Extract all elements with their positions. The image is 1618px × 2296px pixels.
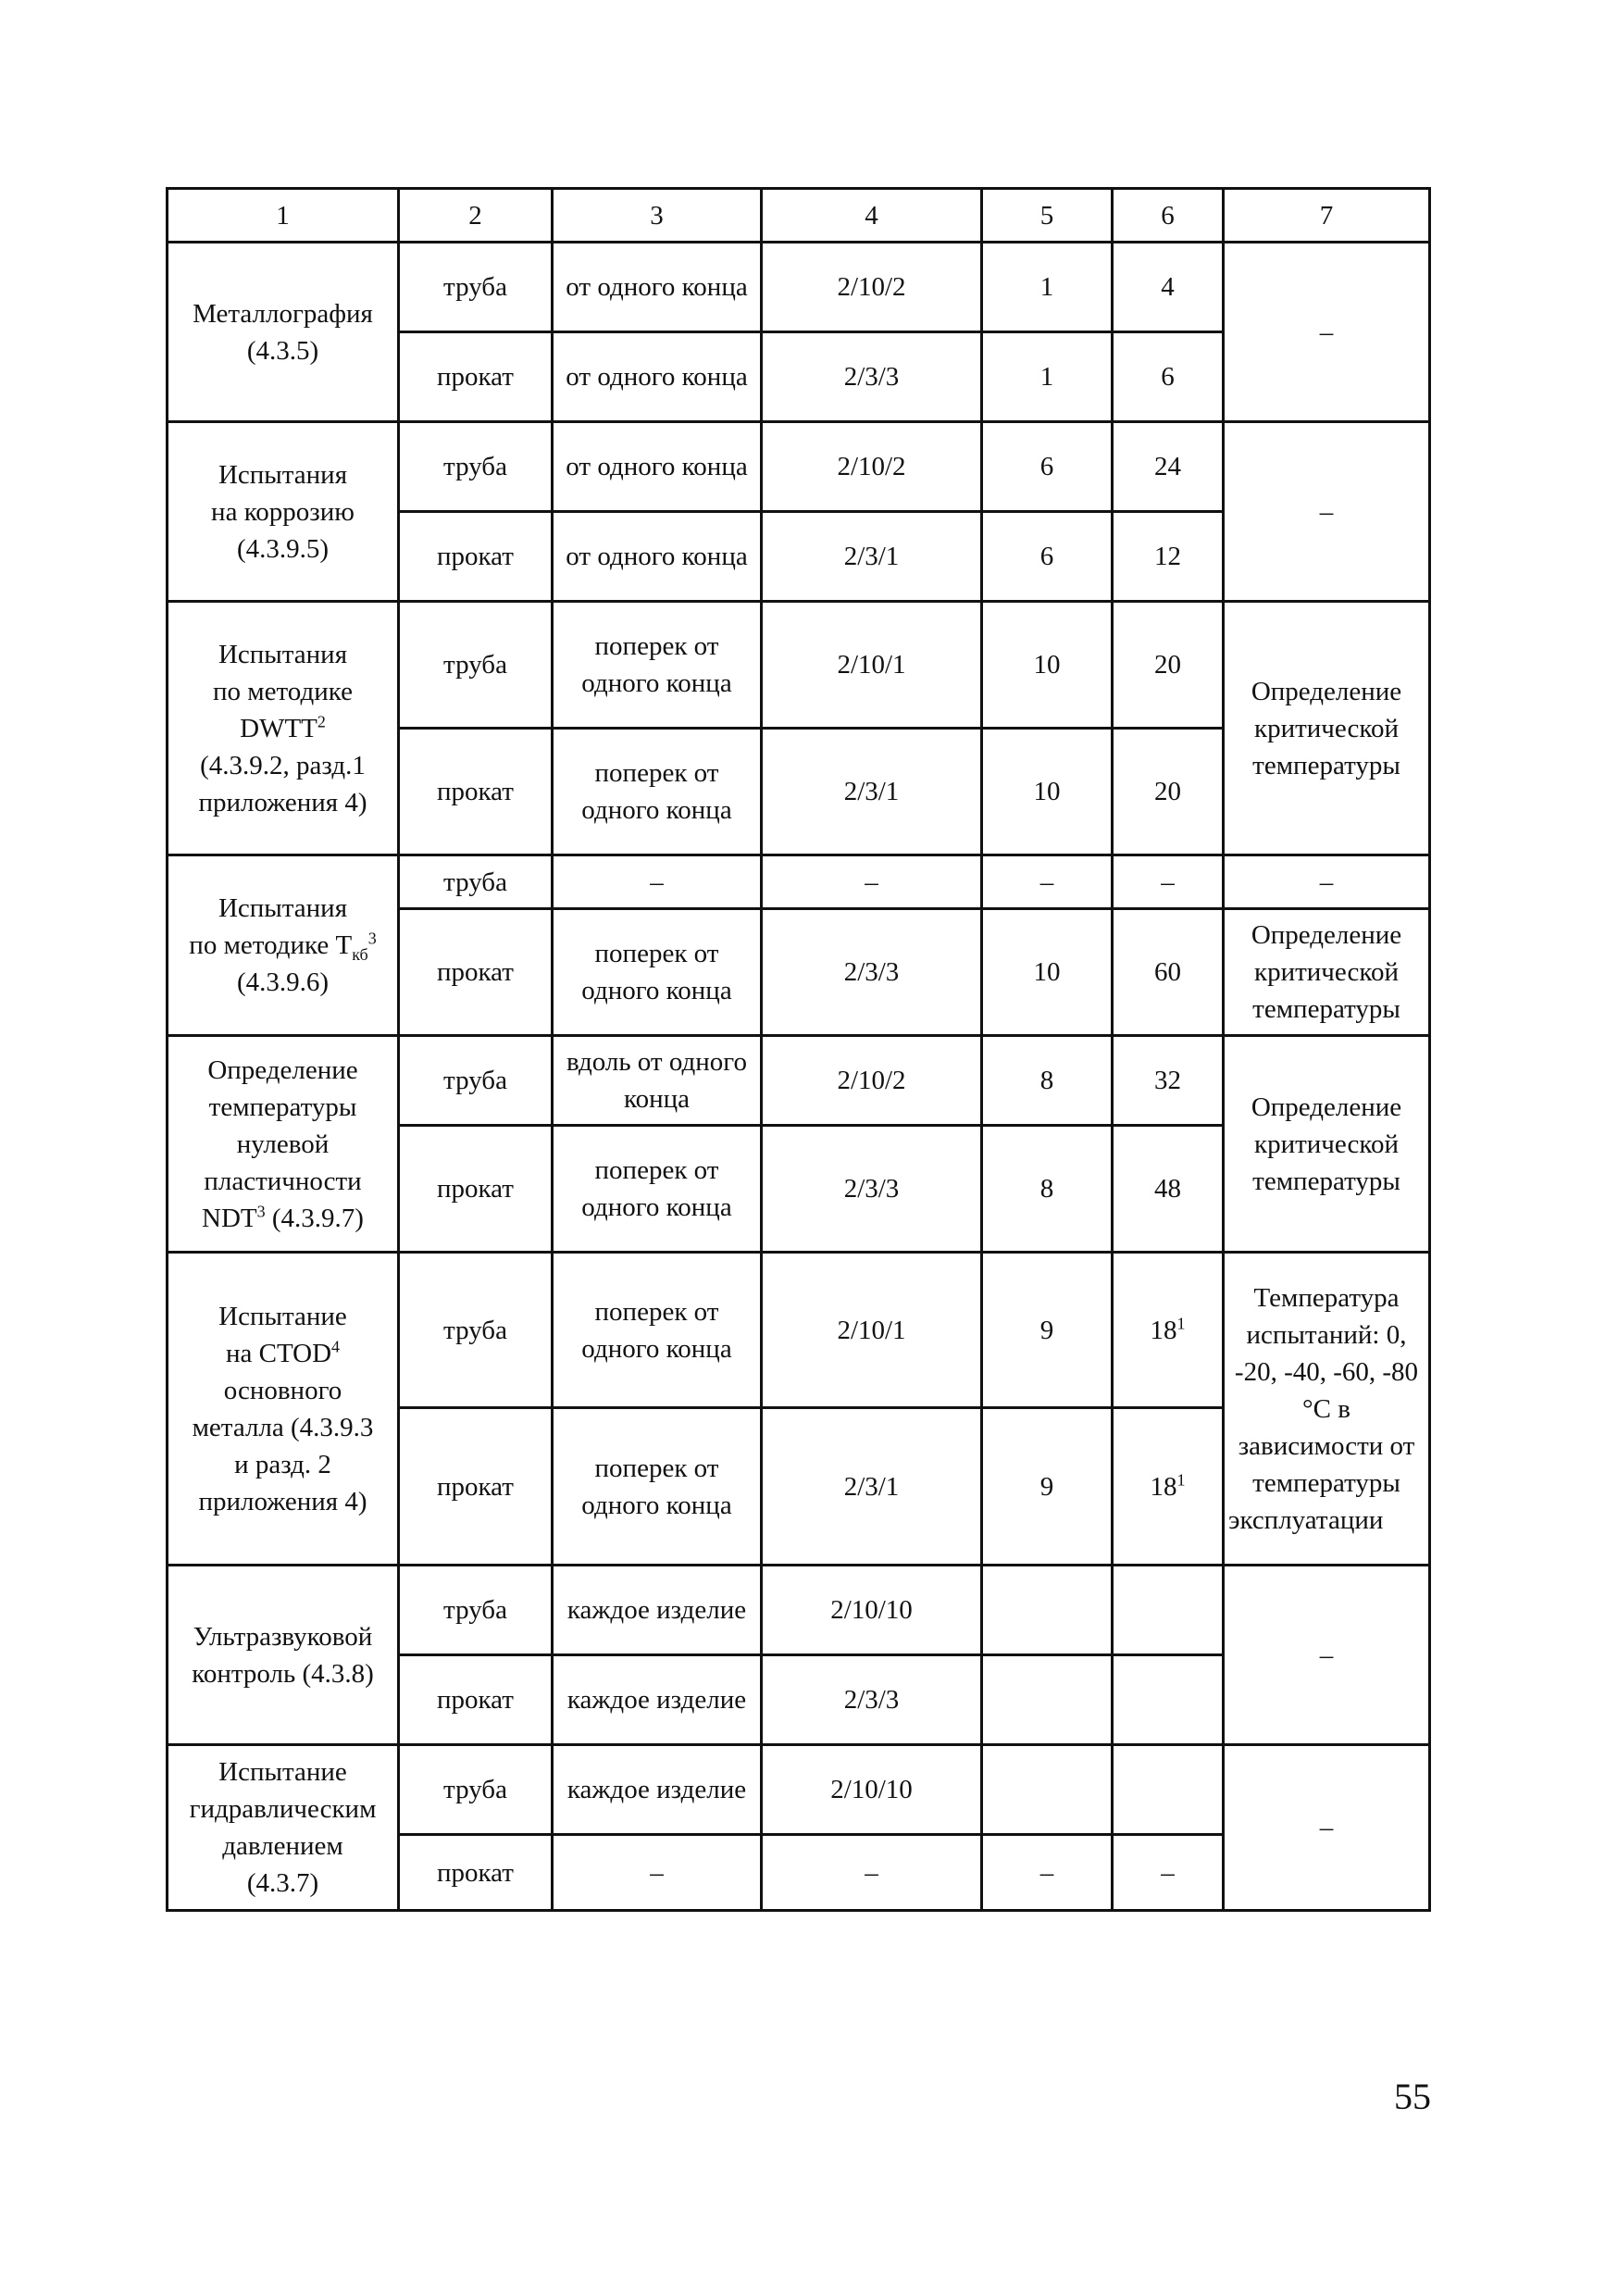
name-line: давлением [222,1831,343,1861]
ratio-cell: 2/10/1 [762,602,982,729]
name-line: гидравлическим [189,1794,377,1824]
count-cell: 9 [982,1253,1113,1408]
count-cell [982,1745,1113,1835]
test-name-cell [168,1036,399,1253]
count-cell: 10 [982,729,1113,855]
name-line: основного [223,1375,342,1405]
page-number: 55 [1394,2076,1431,2117]
sampling-cell: – [553,855,762,909]
test-name-cell [168,855,399,1036]
product-cell: труба [399,1253,553,1408]
footnote-mark: 3 [256,1201,266,1220]
note-cell: Определение критической температуры [1224,909,1430,1036]
sampling-cell: поперек от одного конца [553,1253,762,1408]
name-line: на коррозию [211,496,355,527]
sampling-cell: поперек от одного конца [553,909,762,1036]
ratio-cell: 2/3/3 [762,332,982,422]
sampling-cell: поперек от одного конца [553,729,762,855]
name-line: металла (4.3.9.3 [192,1412,374,1442]
product-cell: прокат [399,1126,553,1253]
test-name-cell: Ультразвуковой контроль (4.3.8) [168,1566,399,1745]
total-value: 18 [1150,1471,1177,1502]
header-cell: 7 [1224,189,1430,243]
note-cell: – [1224,1566,1430,1745]
total-cell: – [1113,855,1224,909]
ratio-cell: 2/3/3 [762,1126,982,1253]
total-cell [1113,1566,1224,1655]
ratio-cell: 2/3/3 [762,909,982,1036]
total-cell: – [1113,1835,1224,1911]
table-row [168,855,1430,909]
total-value: 18 [1150,1315,1177,1345]
count-cell [982,1655,1113,1745]
ratio-cell: 2/10/2 [762,422,982,512]
ratio-cell: 2/10/1 [762,1253,982,1408]
table-row [168,1566,1430,1655]
product-cell: труба [399,243,553,332]
product-cell: прокат [399,512,553,602]
name-line: по методике [213,676,353,706]
table-row [168,602,1430,729]
name-line: (4.3.9.2, разд.1 [200,750,366,780]
name-line: приложения 4) [198,787,367,817]
note-cell: Температура испытаний: 0, -20, -40, -60, -80 °С в зависимости от температуры эксплуатации [1224,1253,1430,1566]
test-name-cell: Металлография (4.3.5) [168,243,399,422]
product-cell: труба [399,602,553,729]
total-cell: 4 [1113,243,1224,332]
footnote-mark: 2 [317,711,326,730]
sampling-cell: от одного конца [553,243,762,332]
count-cell: 6 [982,512,1113,602]
sampling-cell: – [553,1835,762,1911]
total-cell [1113,1745,1224,1835]
test-name-cell [168,1745,399,1911]
footnote-mark: 1 [1176,1313,1186,1332]
name-line: NDT [202,1203,257,1233]
product-cell: труба [399,1566,553,1655]
table-row [168,1745,1430,1835]
count-cell: 8 [982,1126,1113,1253]
product-cell: прокат [399,729,553,855]
name-line: (4.3.9.6) [236,967,330,997]
count-cell: 6 [982,422,1113,512]
header-row [168,189,1430,243]
name-line: DWTT [240,713,317,743]
ratio-cell: 2/10/2 [762,1036,982,1126]
name-line: (4.3.9.7) [265,1203,364,1233]
total-cell: 32 [1113,1036,1224,1126]
header-cell: 4 [762,189,982,243]
ratio-cell: 2/3/1 [762,512,982,602]
header-cell: 1 [168,189,399,243]
ratio-cell: 2/3/1 [762,729,982,855]
count-cell: – [982,855,1113,909]
name-line: пластичности [204,1166,362,1196]
table-row [168,243,1430,332]
table-row [168,422,1430,512]
total-cell: 48 [1113,1126,1224,1253]
name-line: по методике T [189,930,353,960]
product-cell: труба [399,422,553,512]
requirements-table [166,187,1431,1912]
sampling-cell: от одного конца [553,332,762,422]
total-cell: 20 [1113,602,1224,729]
name-line: на CTOD [225,1338,332,1368]
count-cell: – [982,1835,1113,1911]
name-line: Испытание [218,1301,347,1331]
product-cell: труба [399,1036,553,1126]
ratio-cell: – [762,855,982,909]
product-cell: прокат [399,1835,553,1911]
sampling-cell: от одного конца [553,422,762,512]
name-line: нулевой [236,1129,330,1159]
total-cell: 12 [1113,512,1224,602]
count-cell: 9 [982,1408,1113,1566]
product-cell: прокат [399,1655,553,1745]
header-cell: 3 [553,189,762,243]
name-line: (4.3.9.5) [236,533,330,564]
ratio-cell: 2/10/10 [762,1566,982,1655]
name-line: (4.3.7) [246,1868,319,1898]
sampling-cell: вдоль от одного конца [553,1036,762,1126]
sampling-cell: от одного конца [553,512,762,602]
sampling-cell: каждое изделие [553,1655,762,1745]
count-cell [982,1566,1113,1655]
footnote-mark: 4 [331,1336,341,1355]
test-name-cell [168,1253,399,1566]
total-cell: 20 [1113,729,1224,855]
test-name-cell [168,602,399,855]
count-cell: 1 [982,243,1113,332]
footnote-mark: 1 [1176,1469,1186,1489]
product-cell: прокат [399,909,553,1036]
note-cell: Определение критической температуры [1224,602,1430,855]
name-line: температуры [208,1092,357,1122]
product-cell: прокат [399,1408,553,1566]
total-cell [1113,1253,1224,1408]
count-cell: 1 [982,332,1113,422]
note-cell: Определение критической температуры [1224,1036,1430,1253]
note-cell: – [1224,855,1430,909]
header-cell: 2 [399,189,553,243]
total-cell [1113,1655,1224,1745]
total-cell: 24 [1113,422,1224,512]
total-cell: 60 [1113,909,1224,1036]
ratio-cell: 2/3/1 [762,1408,982,1566]
name-line: Определение [207,1054,358,1085]
table-row [168,1036,1430,1126]
table-row [168,1253,1430,1408]
header-cell: 5 [982,189,1113,243]
note-cell: – [1224,1745,1430,1911]
name-line: приложения 4) [198,1486,367,1516]
count-cell: 8 [982,1036,1113,1126]
sampling-cell: поперек от одного конца [553,602,762,729]
subscript: кб [352,944,368,964]
sampling-cell: поперек от одного конца [553,1408,762,1566]
sampling-cell: каждое изделие [553,1566,762,1655]
name-line: Испытание [218,1757,347,1787]
sampling-cell: каждое изделие [553,1745,762,1835]
name-line: Испытания [218,893,348,923]
product-cell: труба [399,855,553,909]
product-cell: прокат [399,332,553,422]
name-line: Испытания [218,459,348,490]
test-name-cell [168,422,399,602]
header-cell: 6 [1113,189,1224,243]
ratio-cell: 2/3/3 [762,1655,982,1745]
count-cell: 10 [982,602,1113,729]
note-cell: – [1224,243,1430,422]
ratio-cell: – [762,1835,982,1911]
product-cell: труба [399,1745,553,1835]
sampling-cell: поперек от одного конца [553,1126,762,1253]
ratio-cell: 2/10/10 [762,1745,982,1835]
ratio-cell: 2/10/2 [762,243,982,332]
footnote-mark: 3 [367,929,377,948]
total-cell [1113,1408,1224,1566]
count-cell: 10 [982,909,1113,1036]
total-cell: 6 [1113,332,1224,422]
name-line: Испытания [218,639,348,669]
note-cell: – [1224,422,1430,602]
name-line: и разд. 2 [234,1449,331,1479]
